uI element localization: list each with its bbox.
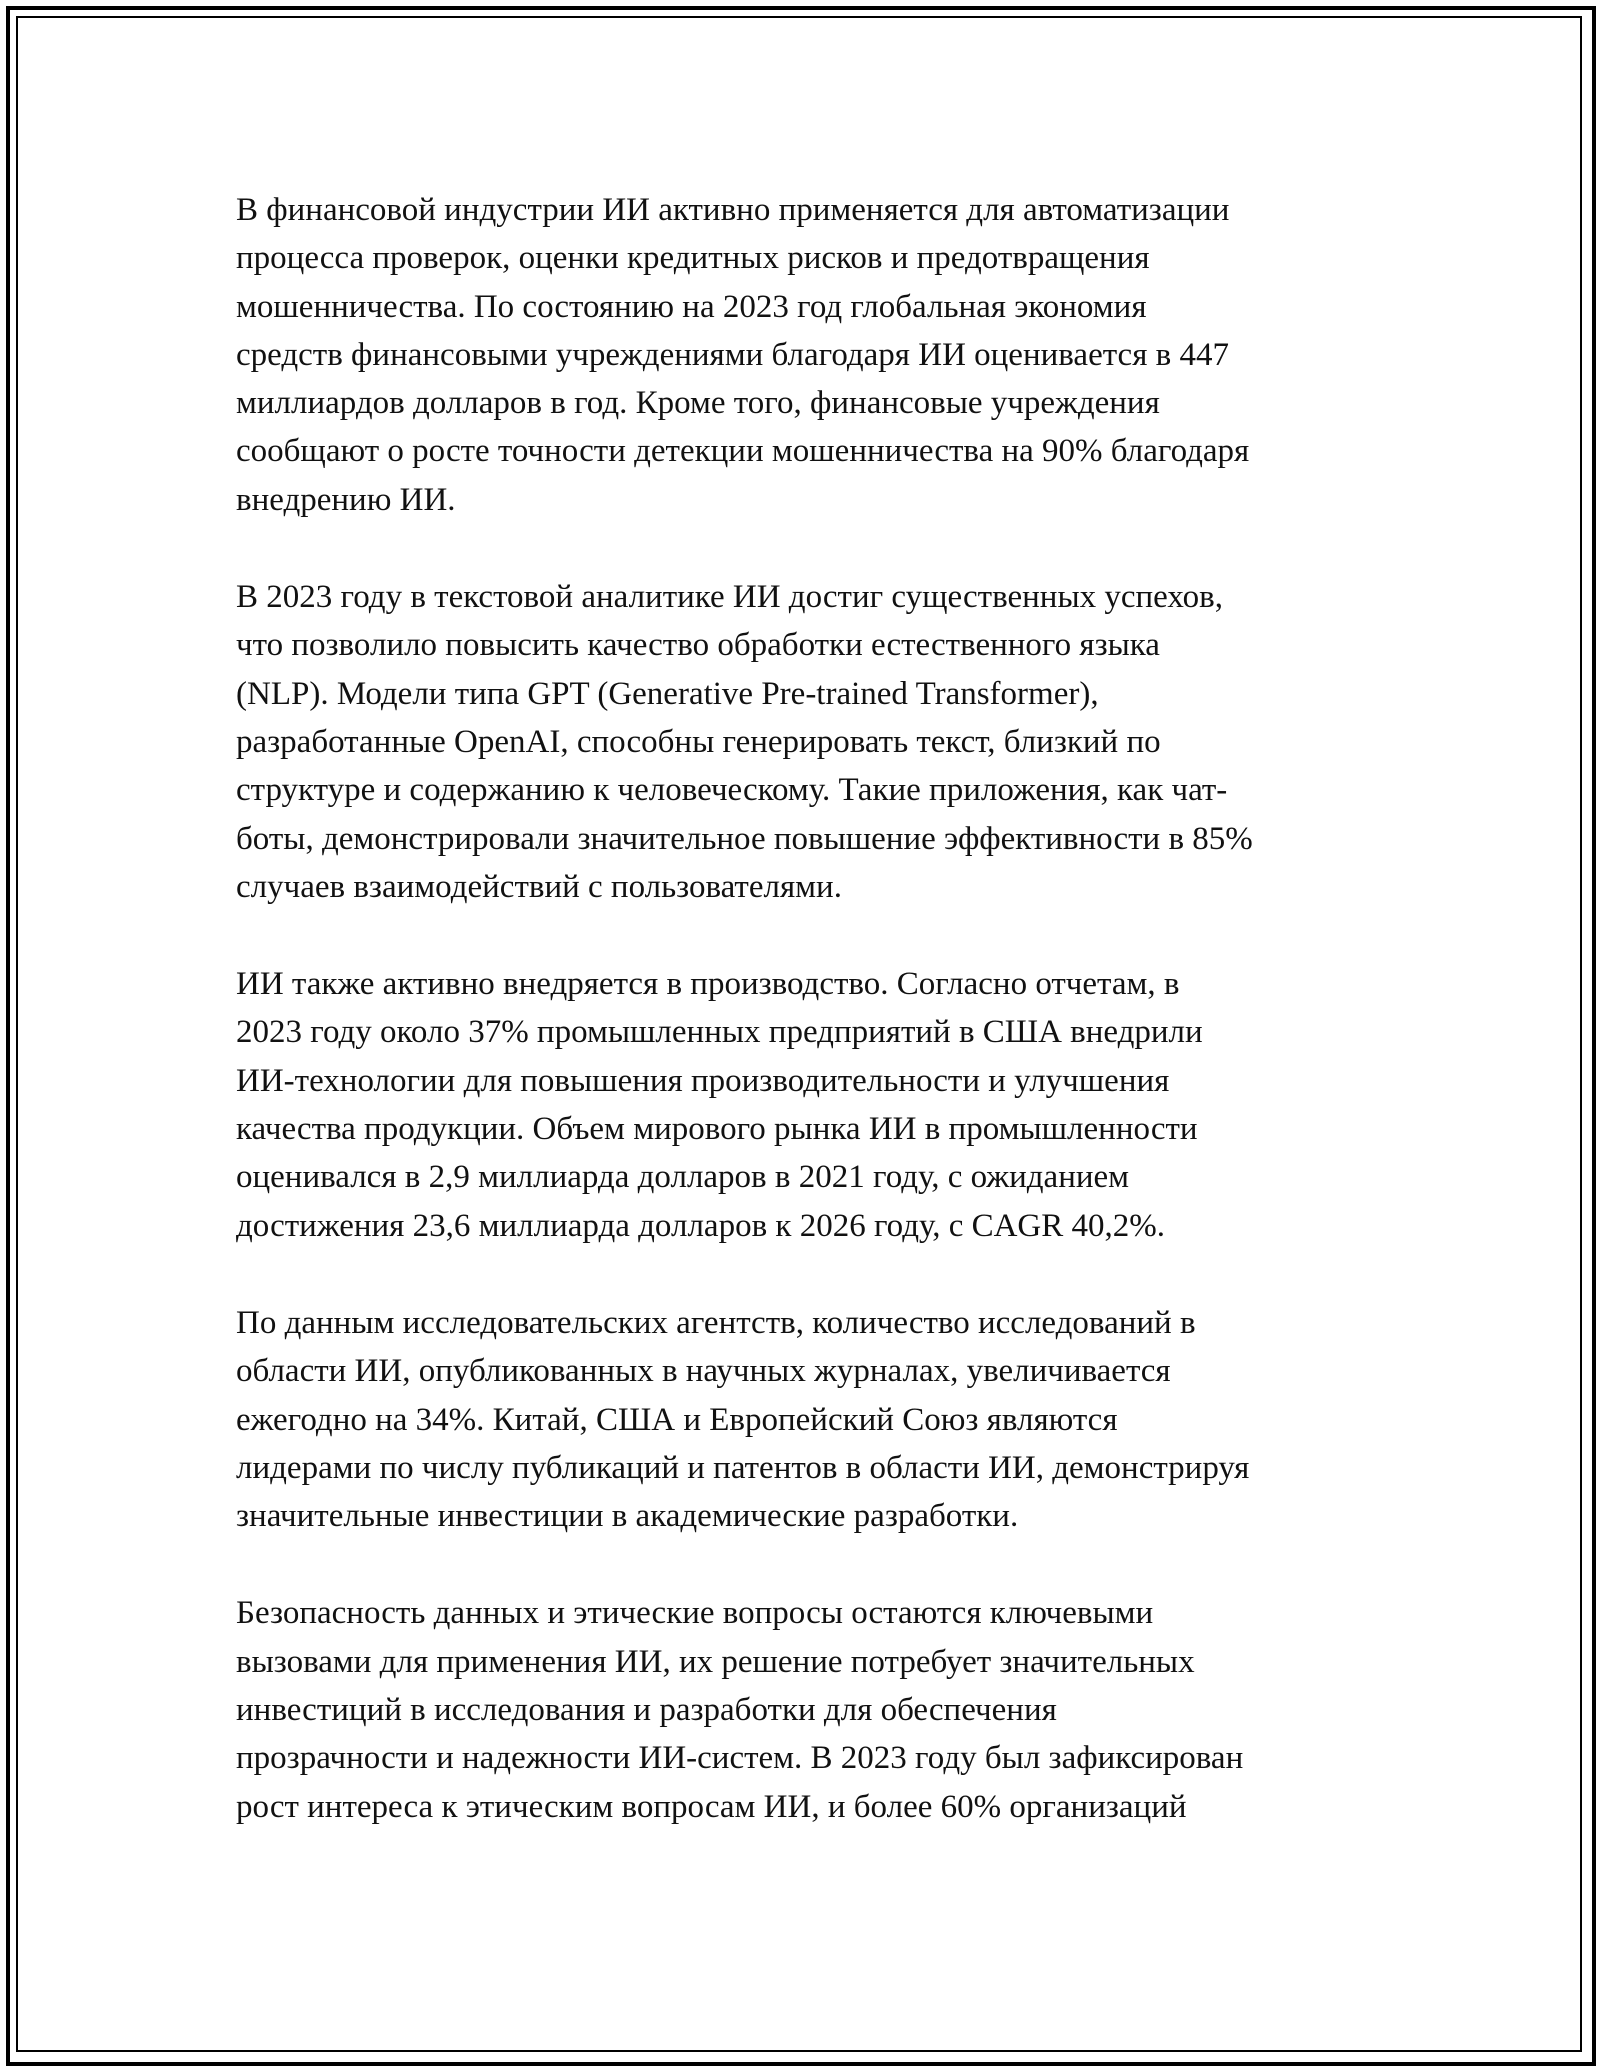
text-line: разработанные OpenAI, способны генерировать текст, близкий по bbox=[236, 723, 1161, 760]
text-line: ИИ-технологии для повышения производительности и улучшения bbox=[236, 1062, 1170, 1099]
text-line: случаев взаимодействий с пользователями. bbox=[236, 868, 842, 905]
text-line: Безопасность данных и этические вопросы остаются ключевыми bbox=[236, 1595, 1154, 1632]
paragraph-manufacturing bbox=[236, 960, 1376, 1250]
text-line: оценивался в 2,9 миллиарда долларов в 2021 году, с ожиданием bbox=[236, 1159, 1130, 1196]
text-line: процесса проверок, оценки кредитных рисков и предотвращения bbox=[236, 240, 1150, 277]
text-line: 2023 году около 37% промышленных предприятий в США внедрили bbox=[236, 1014, 1203, 1051]
text-line: боты, демонстрировали значительное повышение эффективности в 85% bbox=[236, 820, 1253, 857]
paragraph-finance bbox=[236, 186, 1376, 524]
text-line: качества продукции. Объем мирового рынка ИИ в промышленности bbox=[236, 1111, 1198, 1148]
text-line: вызовами для применения ИИ, их решение потребует значительных bbox=[236, 1643, 1195, 1680]
text-line: (NLP). Модели типа GPT (Generative Pre-trained Transformer), bbox=[236, 675, 1099, 712]
text-line: внедрению ИИ. bbox=[236, 481, 456, 518]
paragraph-ethics bbox=[236, 1589, 1376, 1830]
text-line: В финансовой индустрии ИИ активно применяется для автоматизации bbox=[236, 192, 1230, 228]
text-line: средств финансовыми учреждениями благодаря ИИ оценивается в 447 bbox=[236, 336, 1229, 373]
text-line: сообщают о росте точности детекции мошенничества на 90% благодаря bbox=[236, 433, 1250, 470]
text-line: рост интереса к этическим вопросам ИИ, и более 60% организаций bbox=[236, 1788, 1187, 1825]
text-line: ежегодно на 34%. Китай, США и Европейский Союз являются bbox=[236, 1401, 1118, 1438]
text-line: мошенничества. По состоянию на 2023 год глобальная экономия bbox=[236, 288, 1147, 325]
text-line: значительные инвестиции в академические разработки. bbox=[236, 1498, 1019, 1535]
text-line: В 2023 году в текстовой аналитике ИИ достиг существенных успехов, bbox=[236, 579, 1223, 616]
paragraph-research bbox=[236, 1299, 1376, 1540]
text-line: По данным исследовательских агентств, количество исследований в bbox=[236, 1304, 1196, 1341]
document-body bbox=[236, 186, 1376, 1880]
text-line: ИИ также активно внедряется в производство. Согласно отчетам, в bbox=[236, 966, 1180, 1003]
paragraph-text-analytics bbox=[236, 573, 1376, 911]
text-line: прозрачности и надежности ИИ-систем. В 2023 году был зафиксирован bbox=[236, 1740, 1244, 1777]
text-line: структуре и содержанию к человеческому. Такие приложения, как чат- bbox=[236, 772, 1228, 809]
text-line: что позволило повысить качество обработки естественного языка bbox=[236, 627, 1160, 664]
text-line: миллиардов долларов в год. Кроме того, финансовые учреждения bbox=[236, 385, 1160, 422]
text-line: достижения 23,6 миллиарда долларов к 2026 году, с CAGR 40,2%. bbox=[236, 1207, 1166, 1244]
text-line: лидерами по числу публикаций и патентов в области ИИ, демонстрируя bbox=[236, 1449, 1250, 1486]
text-line: области ИИ, опубликованных в научных журналах, увеличивается bbox=[236, 1353, 1171, 1390]
text-line: инвестиций в исследования и разработки для обеспечения bbox=[236, 1692, 1057, 1729]
